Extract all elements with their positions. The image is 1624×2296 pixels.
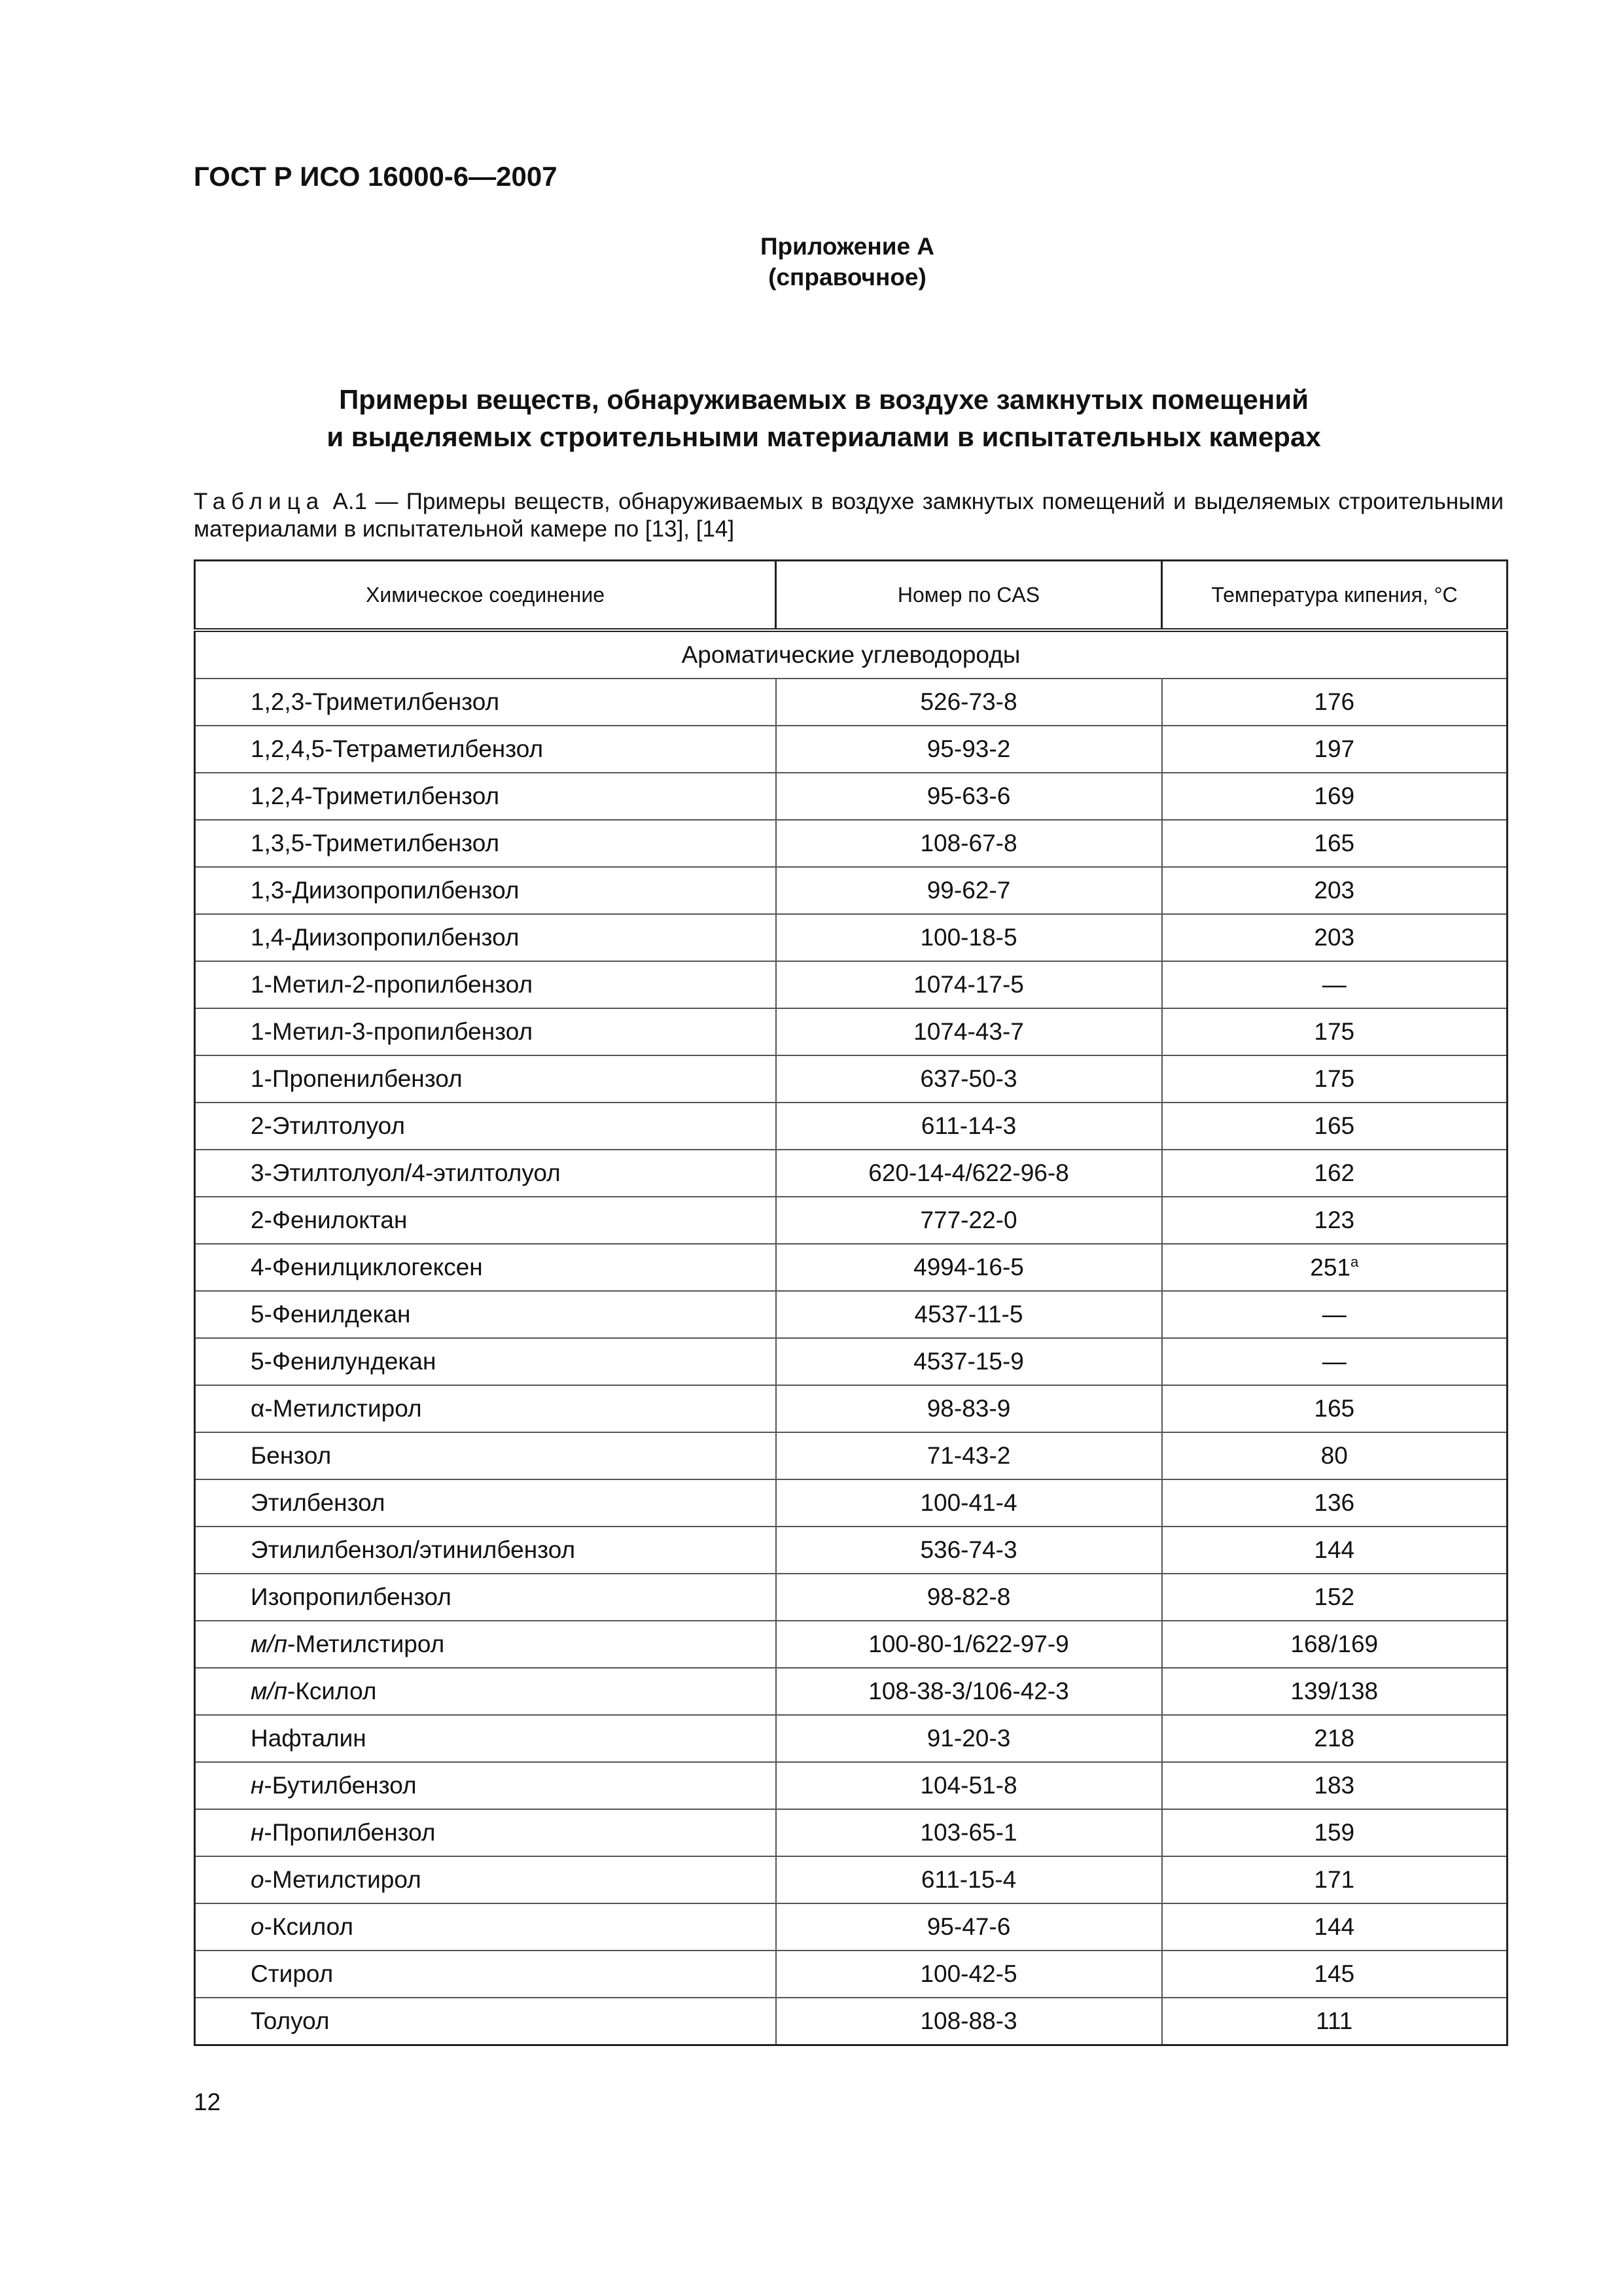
compound-name bbox=[195, 1055, 776, 1103]
compound-base-name: 2-Фенилоктан bbox=[251, 1207, 408, 1233]
compound-base-name: 2-Этилтолуол bbox=[251, 1112, 405, 1139]
table-row bbox=[195, 1715, 1508, 1762]
boiling-point bbox=[1162, 1197, 1508, 1244]
boiling-point bbox=[1162, 1903, 1508, 1951]
cas-number: 1074-43-7 bbox=[776, 1008, 1162, 1055]
boiling-point bbox=[1162, 1998, 1508, 2045]
table-row bbox=[195, 1479, 1508, 1527]
boiling-point-value: 144 bbox=[1314, 1913, 1355, 1940]
header-cas: Номер по CAS bbox=[776, 561, 1162, 631]
cas-number: 91-20-3 bbox=[776, 1715, 1162, 1762]
header-boiling-point: Температура кипения, °С bbox=[1162, 561, 1508, 631]
table-row bbox=[195, 1621, 1508, 1668]
table-row bbox=[195, 1055, 1508, 1103]
boiling-point-value: 165 bbox=[1314, 1395, 1355, 1422]
boiling-point bbox=[1162, 1715, 1508, 1762]
compound-name bbox=[195, 679, 776, 726]
table-row bbox=[195, 1903, 1508, 1951]
compound-base-name: 1-Пропенилбензол bbox=[251, 1065, 463, 1092]
table-body bbox=[195, 630, 1508, 2045]
boiling-point bbox=[1162, 820, 1508, 867]
document-code: ГОСТ Р ИСО 16000-6—2007 bbox=[194, 161, 557, 192]
compound-base-name: Толуол bbox=[251, 2007, 330, 2034]
cas-number: 98-82-8 bbox=[776, 1574, 1162, 1621]
compound-name bbox=[195, 773, 776, 820]
boiling-point bbox=[1162, 1762, 1508, 1809]
compound-name bbox=[195, 1762, 776, 1809]
compound-base-name: Бензол bbox=[251, 1442, 332, 1469]
compound-name bbox=[195, 1951, 776, 1998]
boiling-point bbox=[1162, 914, 1508, 961]
compound-base-name: -Ксилол bbox=[264, 1913, 353, 1940]
boiling-point bbox=[1162, 1385, 1508, 1432]
compound-base-name: 1,2,3-Триметилбензол bbox=[251, 688, 500, 715]
compound-base-name: 3-Этилтолуол/4-этилтолуол bbox=[251, 1159, 561, 1186]
compound-base-name: 1,2,4-Триметилбензол bbox=[251, 783, 500, 809]
cas-number: 4537-15-9 bbox=[776, 1338, 1162, 1385]
appendix-subtitle: (справочное) bbox=[768, 264, 927, 291]
compound-base-name: 5-Фенилундекан bbox=[251, 1348, 436, 1375]
boiling-point-value: 136 bbox=[1314, 1489, 1355, 1516]
boiling-point bbox=[1162, 961, 1508, 1008]
boiling-point bbox=[1162, 1291, 1508, 1338]
boiling-point-value: 165 bbox=[1314, 1112, 1355, 1139]
cas-number: 100-80-1/622-97-9 bbox=[776, 1621, 1162, 1668]
compound-name bbox=[195, 1385, 776, 1432]
boiling-point bbox=[1162, 1008, 1508, 1055]
cas-number: 100-42-5 bbox=[776, 1951, 1162, 1998]
table-row bbox=[195, 1432, 1508, 1479]
compound-name bbox=[195, 726, 776, 773]
compound-base-name: -Ксилол bbox=[287, 1678, 377, 1704]
boiling-point-value: 145 bbox=[1314, 1960, 1355, 1987]
cas-number: 4994-16-5 bbox=[776, 1244, 1162, 1291]
table-row bbox=[195, 1527, 1508, 1574]
cas-number: 104-51-8 bbox=[776, 1762, 1162, 1809]
cas-number: 95-63-6 bbox=[776, 773, 1162, 820]
compound-base-name: Этилилбензол/этинилбензол bbox=[251, 1536, 576, 1563]
compound-name bbox=[195, 1103, 776, 1150]
cas-number: 536-74-3 bbox=[776, 1527, 1162, 1574]
compound-base-name: Этилбензол bbox=[251, 1489, 385, 1516]
table-caption-label: Таблица bbox=[194, 489, 325, 514]
boiling-point bbox=[1162, 1527, 1508, 1574]
compound-base-name: -Пропилбензол bbox=[264, 1819, 436, 1846]
table-caption-text: А.1 — Примеры веществ, обнаруживаемых в воздухе замкнутых помещений и выделяемых строительными материалами в испытательной камере по [13], [14] bbox=[194, 489, 1504, 542]
page-number: 12 bbox=[194, 2089, 221, 2115]
table-row bbox=[195, 726, 1508, 773]
compound-base-name: -Метилстирол bbox=[287, 1631, 445, 1657]
boiling-point bbox=[1162, 1479, 1508, 1527]
cas-number: 100-41-4 bbox=[776, 1479, 1162, 1527]
boiling-point bbox=[1162, 1432, 1508, 1479]
table-row bbox=[195, 820, 1508, 867]
section-title-line2: и выделяемых строительными материалами в испытательных камерах bbox=[327, 421, 1321, 452]
footnote-marker: a bbox=[1350, 1253, 1359, 1270]
compound-name bbox=[195, 914, 776, 961]
boiling-point-value: 197 bbox=[1314, 735, 1355, 762]
cas-number: 99-62-7 bbox=[776, 867, 1162, 914]
boiling-point bbox=[1162, 1055, 1508, 1103]
cas-number: 103-65-1 bbox=[776, 1809, 1162, 1856]
cas-number: 71-43-2 bbox=[776, 1432, 1162, 1479]
compound-base-name: -Метилстирол bbox=[264, 1395, 422, 1422]
table-row bbox=[195, 1668, 1508, 1715]
table-row bbox=[195, 1008, 1508, 1055]
compound-name bbox=[195, 820, 776, 867]
table-row bbox=[195, 1244, 1508, 1291]
table-header-row bbox=[195, 561, 1508, 631]
table-row bbox=[195, 1809, 1508, 1856]
compound-prefix: н bbox=[251, 1772, 264, 1799]
compound-base-name: Изопропилбензол bbox=[251, 1583, 451, 1610]
boiling-point bbox=[1162, 1150, 1508, 1197]
table-row bbox=[195, 679, 1508, 726]
cas-number: 1074-17-5 bbox=[776, 961, 1162, 1008]
compound-name bbox=[195, 961, 776, 1008]
boiling-point-value: 165 bbox=[1314, 830, 1355, 857]
compound-base-name: 1-Метил-3-пропилбензол bbox=[251, 1018, 533, 1045]
compound-name bbox=[195, 1008, 776, 1055]
boiling-point bbox=[1162, 1809, 1508, 1856]
substances-table bbox=[194, 559, 1508, 2046]
boiling-point-value: — bbox=[1322, 1348, 1347, 1375]
compound-name bbox=[195, 1291, 776, 1338]
section-row bbox=[195, 630, 1508, 679]
table-row bbox=[195, 867, 1508, 914]
boiling-point bbox=[1162, 726, 1508, 773]
compound-name bbox=[195, 1432, 776, 1479]
compound-name bbox=[195, 1150, 776, 1197]
cas-number: 611-14-3 bbox=[776, 1103, 1162, 1150]
boiling-point-value: 218 bbox=[1314, 1725, 1355, 1752]
boiling-point bbox=[1162, 867, 1508, 914]
section-title-line1: Примеры веществ, обнаруживаемых в воздухе замкнутых помещений bbox=[339, 384, 1309, 415]
table-row bbox=[195, 1998, 1508, 2045]
compound-base-name: -Метилстирол bbox=[264, 1866, 421, 1893]
compound-name bbox=[195, 1668, 776, 1715]
compound-name bbox=[195, 1338, 776, 1385]
table-row bbox=[195, 1150, 1508, 1197]
table-row bbox=[195, 1762, 1508, 1809]
boiling-point bbox=[1162, 1244, 1508, 1291]
compound-name bbox=[195, 1903, 776, 1951]
compound-prefix: α bbox=[251, 1395, 265, 1422]
compound-prefix: н bbox=[251, 1819, 264, 1846]
boiling-point-value: 162 bbox=[1314, 1159, 1355, 1186]
boiling-point-value: 159 bbox=[1314, 1819, 1355, 1846]
compound-name bbox=[195, 1998, 776, 2045]
compound-name bbox=[195, 1197, 776, 1244]
compound-base-name: 1,4-Диизопропилбензол bbox=[251, 924, 520, 951]
boiling-point-value: 111 bbox=[1316, 2007, 1353, 2034]
boiling-point bbox=[1162, 1103, 1508, 1150]
boiling-point-value: 144 bbox=[1314, 1536, 1355, 1563]
compound-prefix: о bbox=[251, 1866, 264, 1893]
boiling-point-value: 251 bbox=[1310, 1254, 1350, 1281]
compound-base-name: Нафталин bbox=[251, 1725, 366, 1752]
boiling-point-value: 203 bbox=[1314, 877, 1355, 904]
boiling-point bbox=[1162, 773, 1508, 820]
boiling-point-value: 168/169 bbox=[1290, 1631, 1379, 1657]
boiling-point bbox=[1162, 1856, 1508, 1903]
boiling-point-value: 152 bbox=[1314, 1583, 1355, 1610]
table-caption bbox=[194, 488, 1504, 543]
compound-prefix: м/п bbox=[251, 1678, 288, 1704]
cas-number: 95-93-2 bbox=[776, 726, 1162, 773]
header-compound: Химическое соединение bbox=[195, 561, 776, 631]
compound-base-name: 1-Метил-2-пропилбензол bbox=[251, 971, 533, 998]
compound-name bbox=[195, 1574, 776, 1621]
compound-name bbox=[195, 1715, 776, 1762]
boiling-point-value: — bbox=[1322, 1301, 1347, 1328]
compound-base-name: 1,2,4,5-Тетраметилбензол bbox=[251, 735, 544, 762]
compound-name bbox=[195, 1527, 776, 1574]
boiling-point-value: 175 bbox=[1314, 1065, 1355, 1092]
compound-name bbox=[195, 1244, 776, 1291]
boiling-point bbox=[1162, 1951, 1508, 1998]
cas-number: 526-73-8 bbox=[776, 679, 1162, 726]
compound-name bbox=[195, 1479, 776, 1527]
boiling-point bbox=[1162, 1621, 1508, 1668]
boiling-point-value: 175 bbox=[1314, 1018, 1355, 1045]
cas-number: 4537-11-5 bbox=[776, 1291, 1162, 1338]
cas-number: 108-38-3/106-42-3 bbox=[776, 1668, 1162, 1715]
table-row bbox=[195, 1385, 1508, 1432]
compound-base-name: Стирол bbox=[251, 1960, 334, 1987]
boiling-point-value: 169 bbox=[1314, 783, 1355, 809]
boiling-point-value: 183 bbox=[1314, 1772, 1355, 1799]
compound-base-name: 4-Фенилциклогексен bbox=[251, 1254, 483, 1280]
compound-base-name: 1,3,5-Триметилбензол bbox=[251, 830, 500, 857]
compound-name bbox=[195, 1621, 776, 1668]
section-label: Ароматические углеводороды bbox=[195, 630, 1508, 679]
table-row bbox=[195, 1951, 1508, 1998]
appendix-title: Приложение А bbox=[760, 233, 935, 260]
table-row bbox=[195, 1856, 1508, 1903]
table-row bbox=[195, 914, 1508, 961]
boiling-point bbox=[1162, 1668, 1508, 1715]
compound-base-name: 1,3-Диизопропилбензол bbox=[251, 877, 520, 904]
boiling-point-value: 139/138 bbox=[1290, 1678, 1379, 1704]
cas-number: 98-83-9 bbox=[776, 1385, 1162, 1432]
boiling-point-value: 203 bbox=[1314, 924, 1355, 951]
table-row bbox=[195, 1291, 1508, 1338]
cas-number: 777-22-0 bbox=[776, 1197, 1162, 1244]
cas-number: 611-15-4 bbox=[776, 1856, 1162, 1903]
table-row bbox=[195, 1574, 1508, 1621]
table-row bbox=[195, 1338, 1508, 1385]
cas-number: 95-47-6 bbox=[776, 1903, 1162, 1951]
cas-number: 100-18-5 bbox=[776, 914, 1162, 961]
table-row bbox=[195, 1103, 1508, 1150]
table-row bbox=[195, 1197, 1508, 1244]
boiling-point-value: 123 bbox=[1314, 1207, 1355, 1233]
compound-name bbox=[195, 867, 776, 914]
cas-number: 637-50-3 bbox=[776, 1055, 1162, 1103]
boiling-point-value: 171 bbox=[1314, 1866, 1355, 1893]
compound-base-name: 5-Фенилдекан bbox=[251, 1301, 411, 1328]
boiling-point-value: — bbox=[1322, 971, 1347, 998]
table-row bbox=[195, 961, 1508, 1008]
compound-prefix: о bbox=[251, 1913, 264, 1940]
compound-base-name: -Бутилбензол bbox=[264, 1772, 417, 1799]
table-row bbox=[195, 773, 1508, 820]
cas-number: 108-67-8 bbox=[776, 820, 1162, 867]
boiling-point bbox=[1162, 1338, 1508, 1385]
boiling-point-value: 80 bbox=[1320, 1442, 1348, 1469]
compound-name bbox=[195, 1809, 776, 1856]
boiling-point bbox=[1162, 679, 1508, 726]
cas-number: 108-88-3 bbox=[776, 1998, 1162, 2045]
boiling-point-value: 176 bbox=[1314, 688, 1355, 715]
cas-number: 620-14-4/622-96-8 bbox=[776, 1150, 1162, 1197]
compound-name bbox=[195, 1856, 776, 1903]
boiling-point bbox=[1162, 1574, 1508, 1621]
compound-prefix: м/п bbox=[251, 1631, 288, 1657]
